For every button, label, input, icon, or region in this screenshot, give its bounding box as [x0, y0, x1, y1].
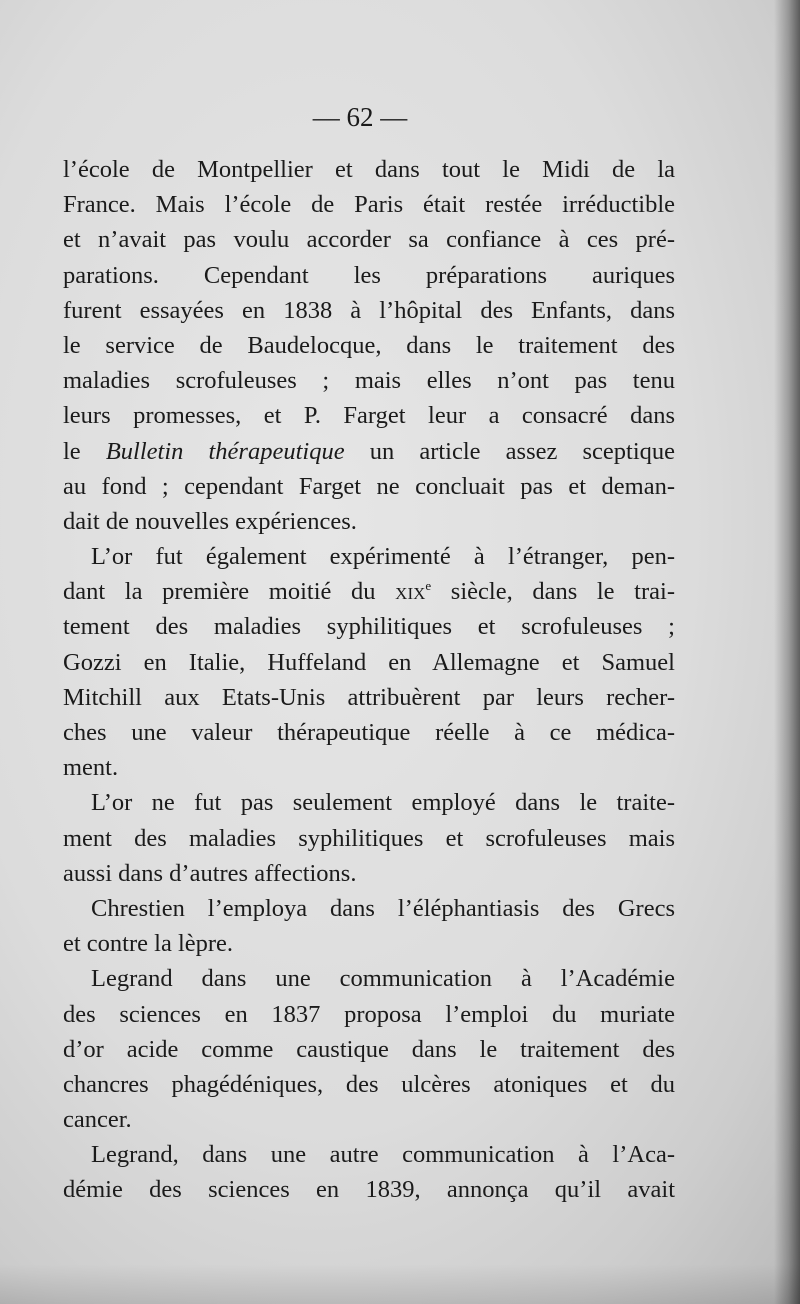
- text-line: France. Mais l’école de Paris était restée irréductible: [63, 191, 675, 219]
- text-line: L’or ne fut pas seulement employé dans le traite-: [91, 789, 675, 817]
- text-line: ment des maladies syphilitiques et scrofuleuses mais: [63, 824, 675, 852]
- text-line: aussi dans d’autres affections.: [63, 859, 357, 887]
- text-line: et contre la lèpre.: [63, 930, 234, 958]
- text-line: le Bulletin thérapeutique un article assez sceptique: [63, 437, 675, 465]
- text-line: et n’avait pas voulu accorder sa confiance à ces pré-: [63, 226, 675, 254]
- text-line: Mitchill aux Etats-Unis attribuèrent par leurs recher-: [63, 683, 675, 711]
- text-line: Gozzi en Italie, Huffeland en Allemagne et Samuel: [63, 648, 675, 676]
- text-line: parations. Cependant les préparations auriques: [63, 261, 675, 289]
- text-line: tement des maladies syphilitiques et scrofuleuses ;: [63, 613, 675, 641]
- text-line: d’or acide comme caustique dans le traitement des: [63, 1035, 675, 1063]
- text-line: l’école de Montpellier et dans tout le Midi de la: [63, 156, 675, 183]
- page-number: — 62 —: [312, 102, 408, 132]
- text-line: des sciences en 1837 proposa l’emploi du muriate: [63, 1000, 675, 1028]
- text-line: chancres phagédéniques, des ulcères atoniques et du: [63, 1070, 675, 1098]
- text-line: ches une valeur thérapeutique réelle à ce médica-: [63, 719, 675, 746]
- journal-title: Bulletin thérapeutique: [105, 437, 345, 465]
- text-line: dant la première moitié du xix$^e$ siècle, dans le trai-: [63, 578, 675, 606]
- text-line: maladies scrofuleuses ; mais elles n’ont pas tenu: [63, 367, 675, 395]
- text-line: dait de nouvelles expériences.: [63, 507, 357, 535]
- century-numeral: xix: [395, 578, 426, 606]
- page-bottom-shadow: [0, 1264, 800, 1304]
- text-line: ment.: [63, 754, 119, 782]
- text-line: Chrestien l’employa dans l’éléphantiasis des Grecs: [91, 894, 675, 922]
- text-line: furent essayées en 1838 à l’hôpital des Enfants, dans: [63, 296, 675, 324]
- text-line: Legrand, dans une autre communication à l’Aca-: [91, 1141, 675, 1169]
- body-text: [63, 152, 675, 1208]
- text-line: L’or fut également expérimenté à l’étranger, pen-: [91, 543, 675, 571]
- text-line: le service de Baudelocque, dans le traitement des: [63, 331, 675, 359]
- text-line: au fond ; cependant Farget ne concluait pas et deman-: [63, 472, 675, 500]
- text-line: démie des sciences en 1839, annonça qu’il avait: [63, 1176, 675, 1204]
- text-line: Legrand dans une communication à l’Académie: [91, 965, 675, 993]
- text-line: leurs promesses, et P. Farget leur a consacré dans: [63, 402, 675, 430]
- page-edge-shadow: [774, 0, 800, 1304]
- century-superscript: e: [425, 578, 432, 594]
- text-line: cancer.: [63, 1106, 132, 1134]
